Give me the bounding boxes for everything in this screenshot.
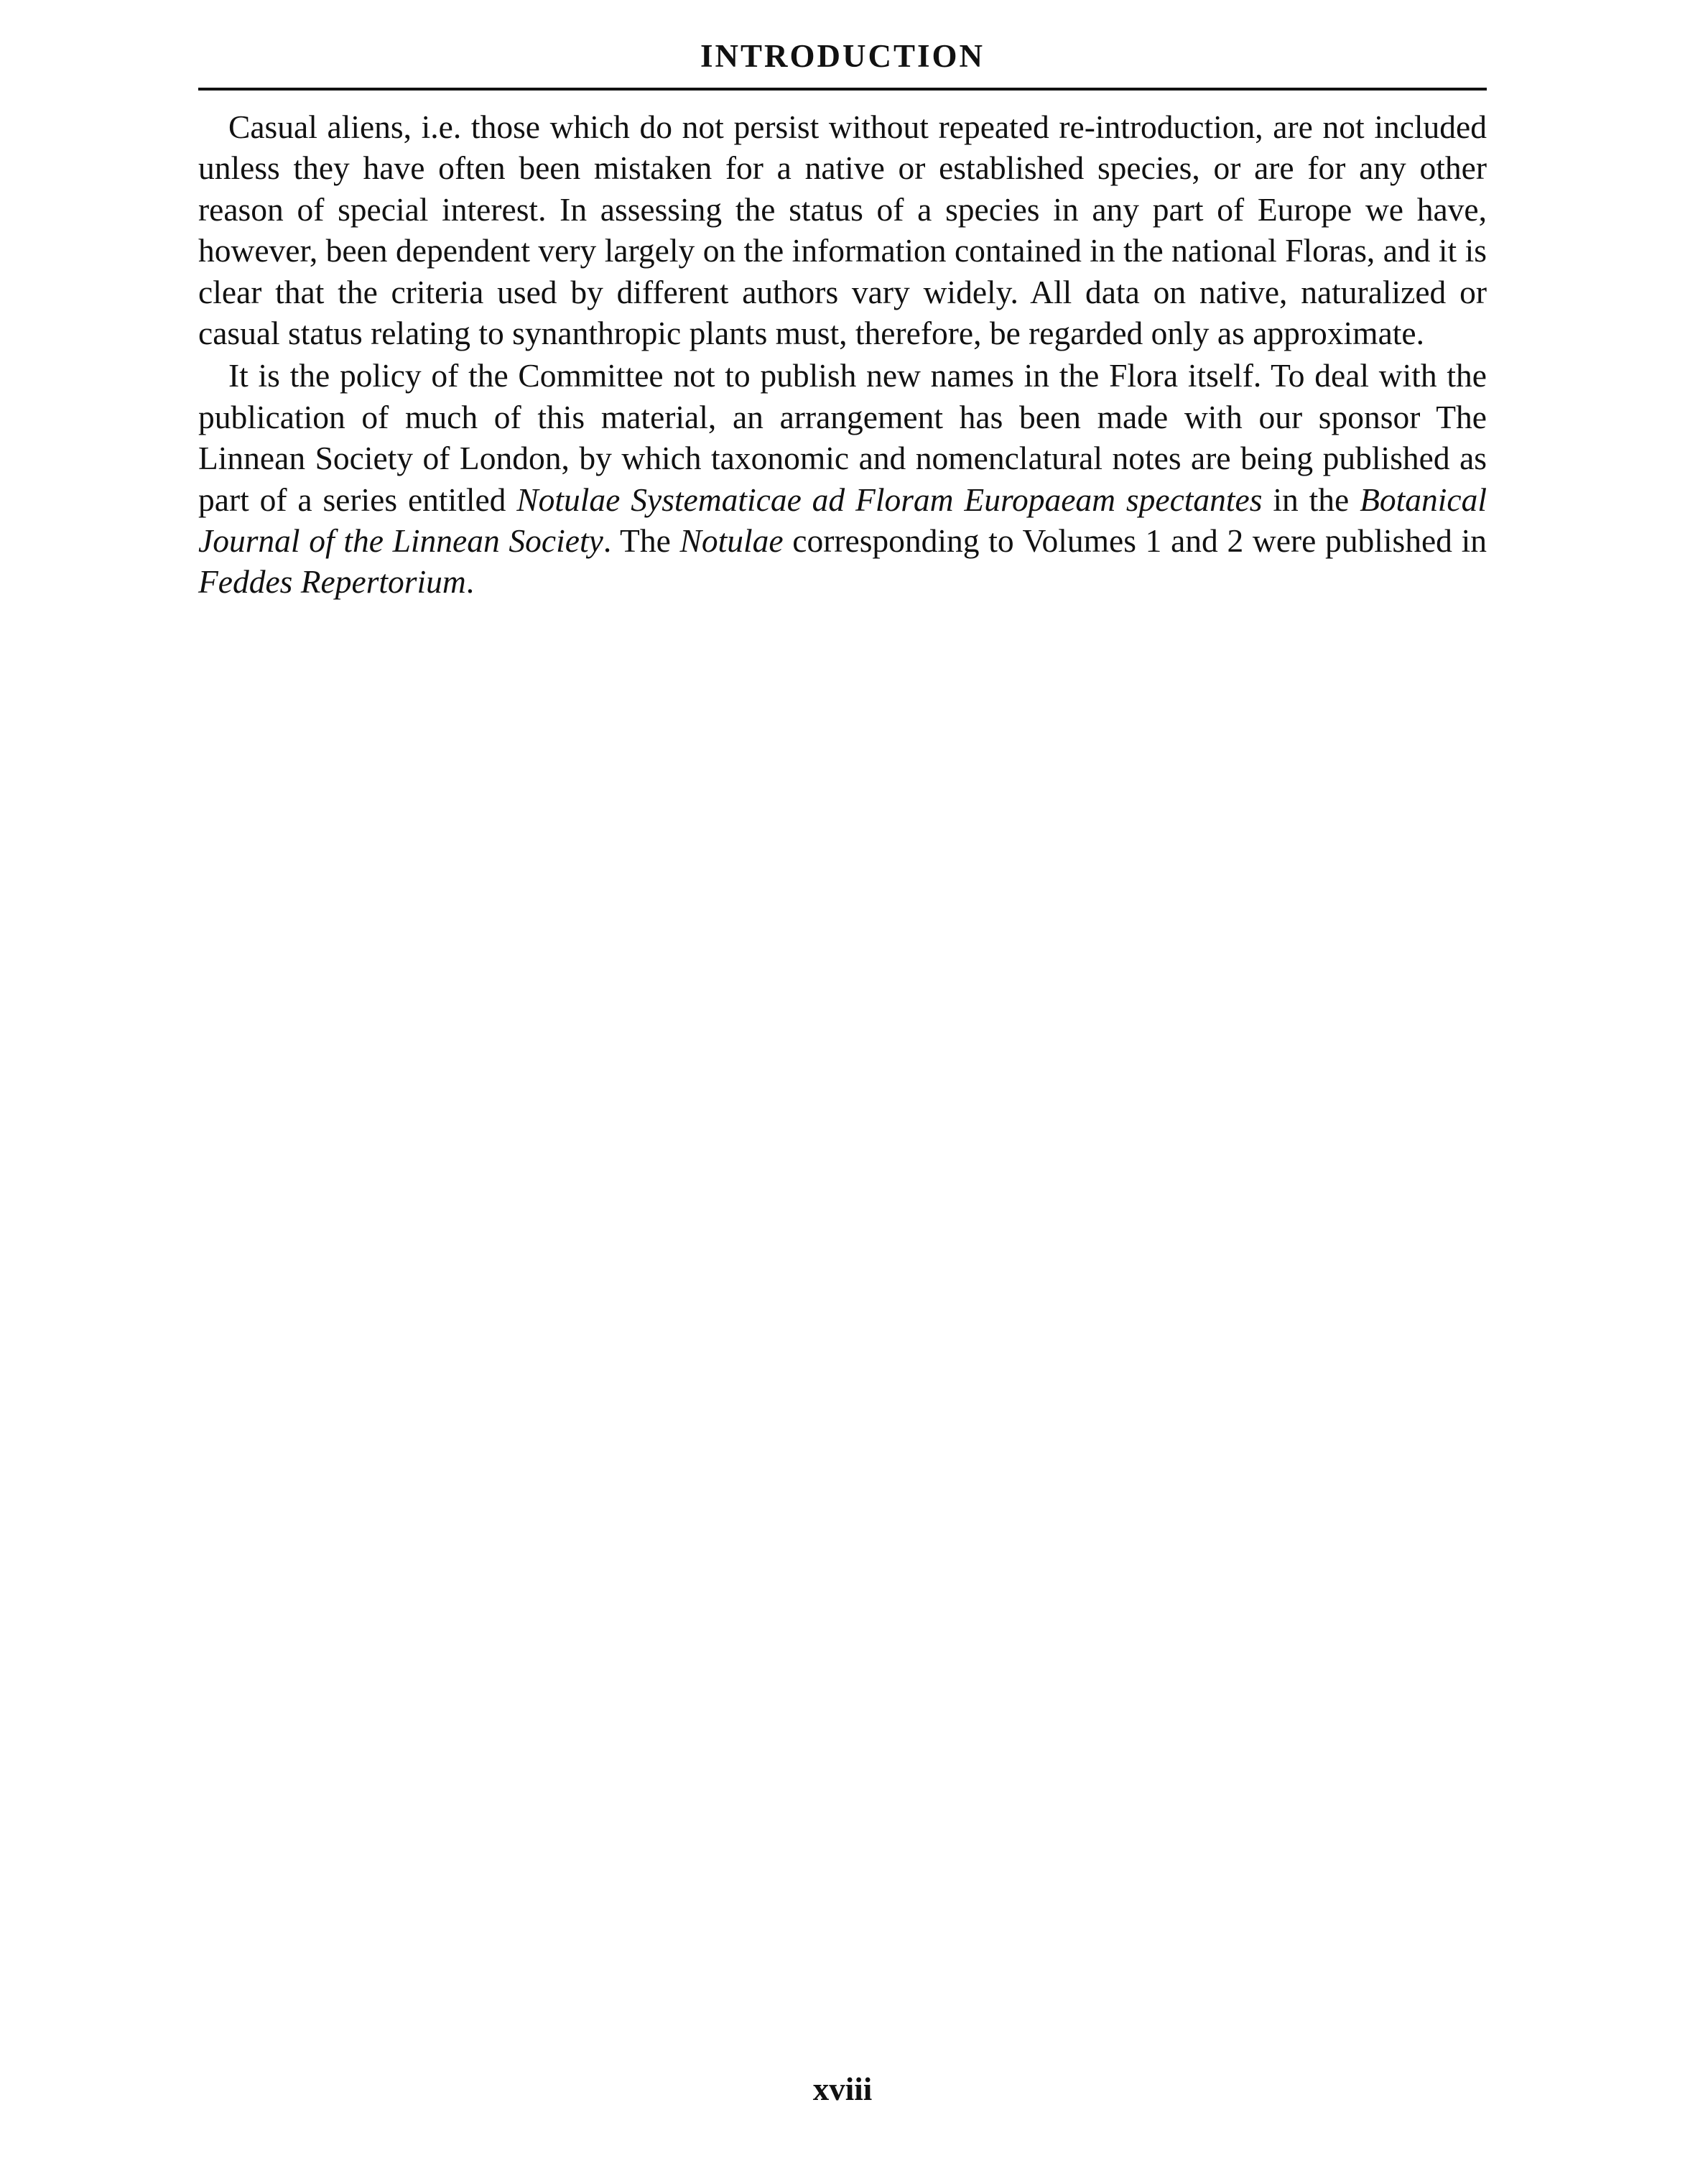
series-title: Notulae Systematicae ad Floram Europaeam spectantes xyxy=(516,481,1263,518)
running-title: INTRODUCTION xyxy=(700,38,985,74)
paragraph-text: . xyxy=(465,563,475,601)
paragraph-casual-aliens: Casual aliens, i.e. those which do not persist without repeated re-introduction, are not included unless they have often been mistaken for a native or established species, or are for any other reason of special interest. In assessing the status of a species in any part of Europe we have, however, been dependent very largely on the information contained in the national Floras, and it is clear that the criteria used by different authors vary widely. All data on native, naturalized or casual status relating to synanthropic plants must, therefore, be regarded only as approximate. xyxy=(198,108,1487,352)
page-number: xviii xyxy=(812,2071,873,2107)
body-text xyxy=(198,106,1487,603)
page-header xyxy=(198,34,1487,78)
header-rule xyxy=(198,88,1487,91)
paragraph-committee-policy xyxy=(198,355,1487,602)
journal-title: Botanical Journal of the Linnean Society xyxy=(198,481,1487,560)
feddes-title: Feddes Repertorium xyxy=(198,563,466,601)
paragraph-text: in the xyxy=(1262,481,1360,518)
paragraph-text: It is the policy of the Committee not to publish new names in the Flora itself. To deal with the publication of much of this material, an arrangement has been made with our sponsor The Linnean Society of London, by which taxonomic and nomenclatural notes are being published as part of a series entitled xyxy=(198,357,1487,518)
notulae-title: Notulae xyxy=(679,522,784,560)
paragraph-text: corresponding to Volumes 1 and 2 were published in xyxy=(783,522,1487,560)
paragraph-text: . The xyxy=(603,522,680,560)
